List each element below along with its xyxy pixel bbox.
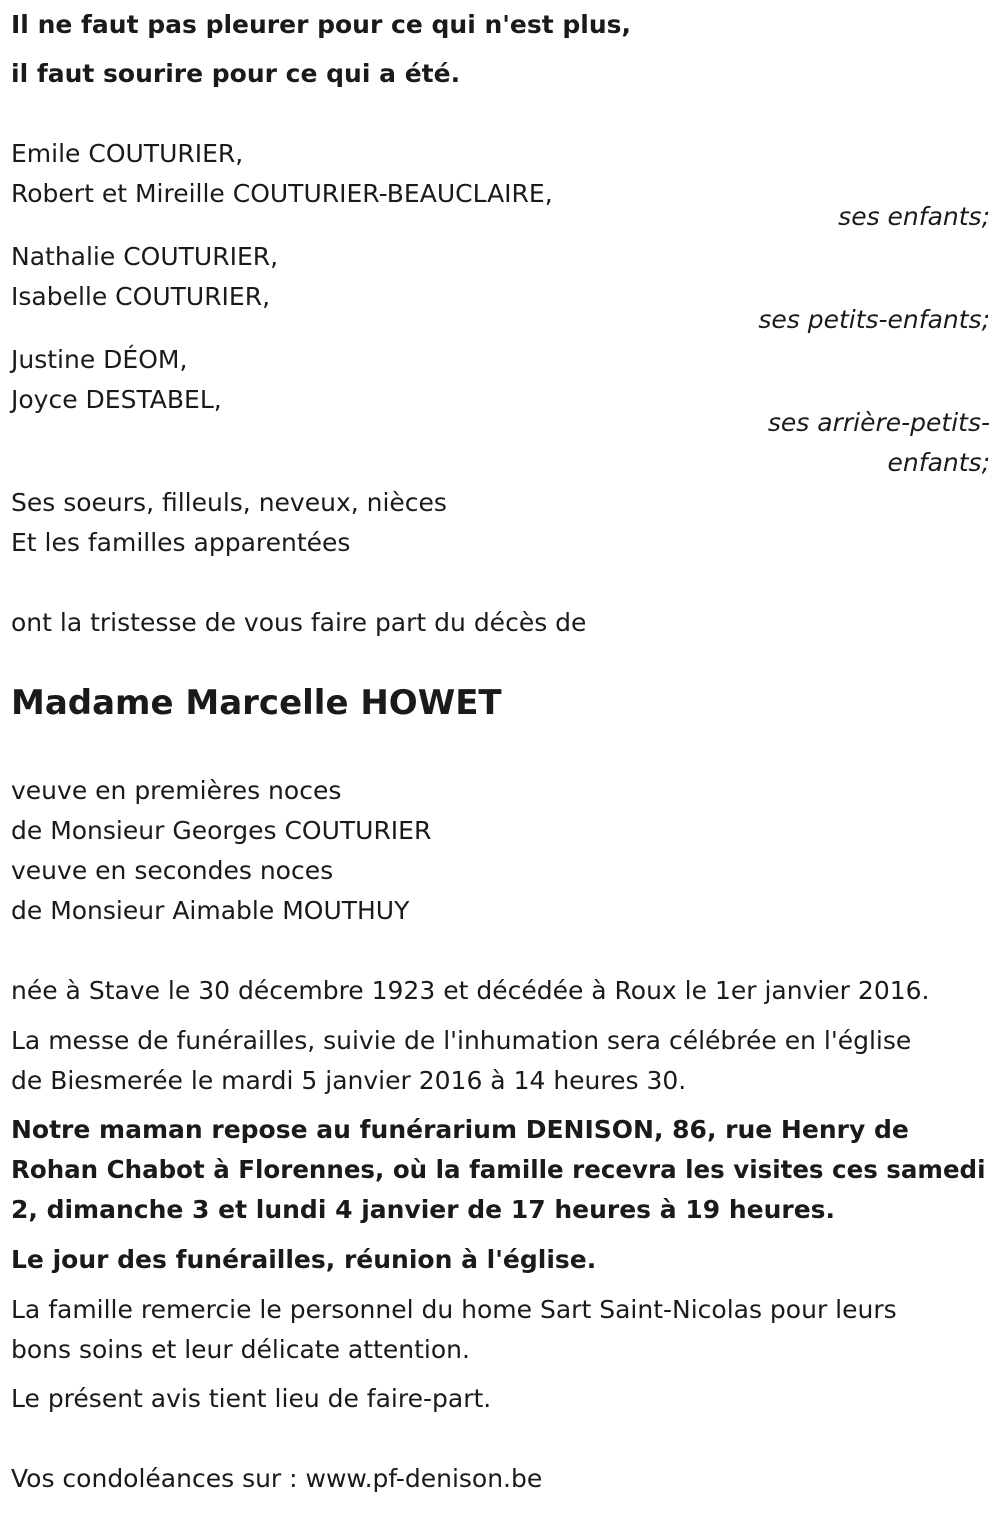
widow-line-4: de Monsieur Aimable MOUTHUY: [11, 896, 410, 925]
widow-line-3: veuve en secondes noces: [11, 856, 334, 885]
funerarium-line-3: 2, dimanche 3 et lundi 4 janvier de 17 heures à 19 heures.: [11, 1195, 836, 1224]
grandchild-name-2: Isabelle COUTURIER,: [11, 282, 271, 311]
others-line-1: Ses soeurs, filleuls, neveux, nièces: [11, 488, 447, 517]
great-grandchildren-role-line-2: enfants;: [887, 448, 990, 477]
thanks-line-1: La famille remercie le personnel du home Sart Saint-Nicolas pour leurs: [11, 1295, 897, 1324]
grandchild-name-1: Nathalie COUTURIER,: [11, 242, 279, 271]
notice: Le présent avis tient lieu de faire-part.: [11, 1384, 492, 1413]
funerarium-line-2: Rohan Chabot à Florennes, où la famille recevra les visites ces samedi: [11, 1155, 986, 1184]
child-name-2: Robert et Mireille COUTURIER-BEAUCLAIRE,: [11, 179, 553, 208]
funerarium-line-1: Notre maman repose au funérarium DENISON, 86, rue Henry de: [11, 1115, 909, 1144]
grandchildren-role: ses petits-enfants;: [758, 305, 990, 334]
great-grandchildren-role-line-1: ses arrière-petits-: [767, 408, 990, 437]
others-line-2: Et les familles apparentées: [11, 528, 351, 557]
widow-line-1: veuve en premières noces: [11, 776, 342, 805]
mass-line-1: La messe de funérailles, suivie de l'inhumation sera célébrée en l'église: [11, 1026, 912, 1055]
widow-line-2: de Monsieur Georges COUTURIER: [11, 816, 432, 845]
child-name-1: Emile COUTURIER,: [11, 139, 244, 168]
quote-line-2: il faut sourire pour ce qui a été.: [11, 59, 461, 88]
meeting-notice: Le jour des funérailles, réunion à l'église.: [11, 1245, 597, 1274]
great-grandchild-name-1: Justine DÉOM,: [11, 345, 188, 374]
deceased-name: Madame Marcelle HOWET: [11, 683, 502, 723]
thanks-line-2: bons soins et leur délicate attention.: [11, 1335, 470, 1364]
great-grandchild-name-2: Joyce DESTABEL,: [11, 385, 222, 414]
children-role: ses enfants;: [838, 202, 990, 231]
announcement: ont la tristesse de vous faire part du décès de: [11, 608, 587, 637]
mass-line-2: de Biesmerée le mardi 5 janvier 2016 à 14 heures 30.: [11, 1066, 687, 1095]
quote-line-1: Il ne faut pas pleurer pour ce qui n'est plus,: [11, 10, 632, 39]
birth-death: née à Stave le 30 décembre 1923 et décédée à Roux le 1er janvier 2016.: [11, 976, 930, 1005]
condolences: Vos condoléances sur : www.pf-denison.be: [11, 1464, 543, 1493]
